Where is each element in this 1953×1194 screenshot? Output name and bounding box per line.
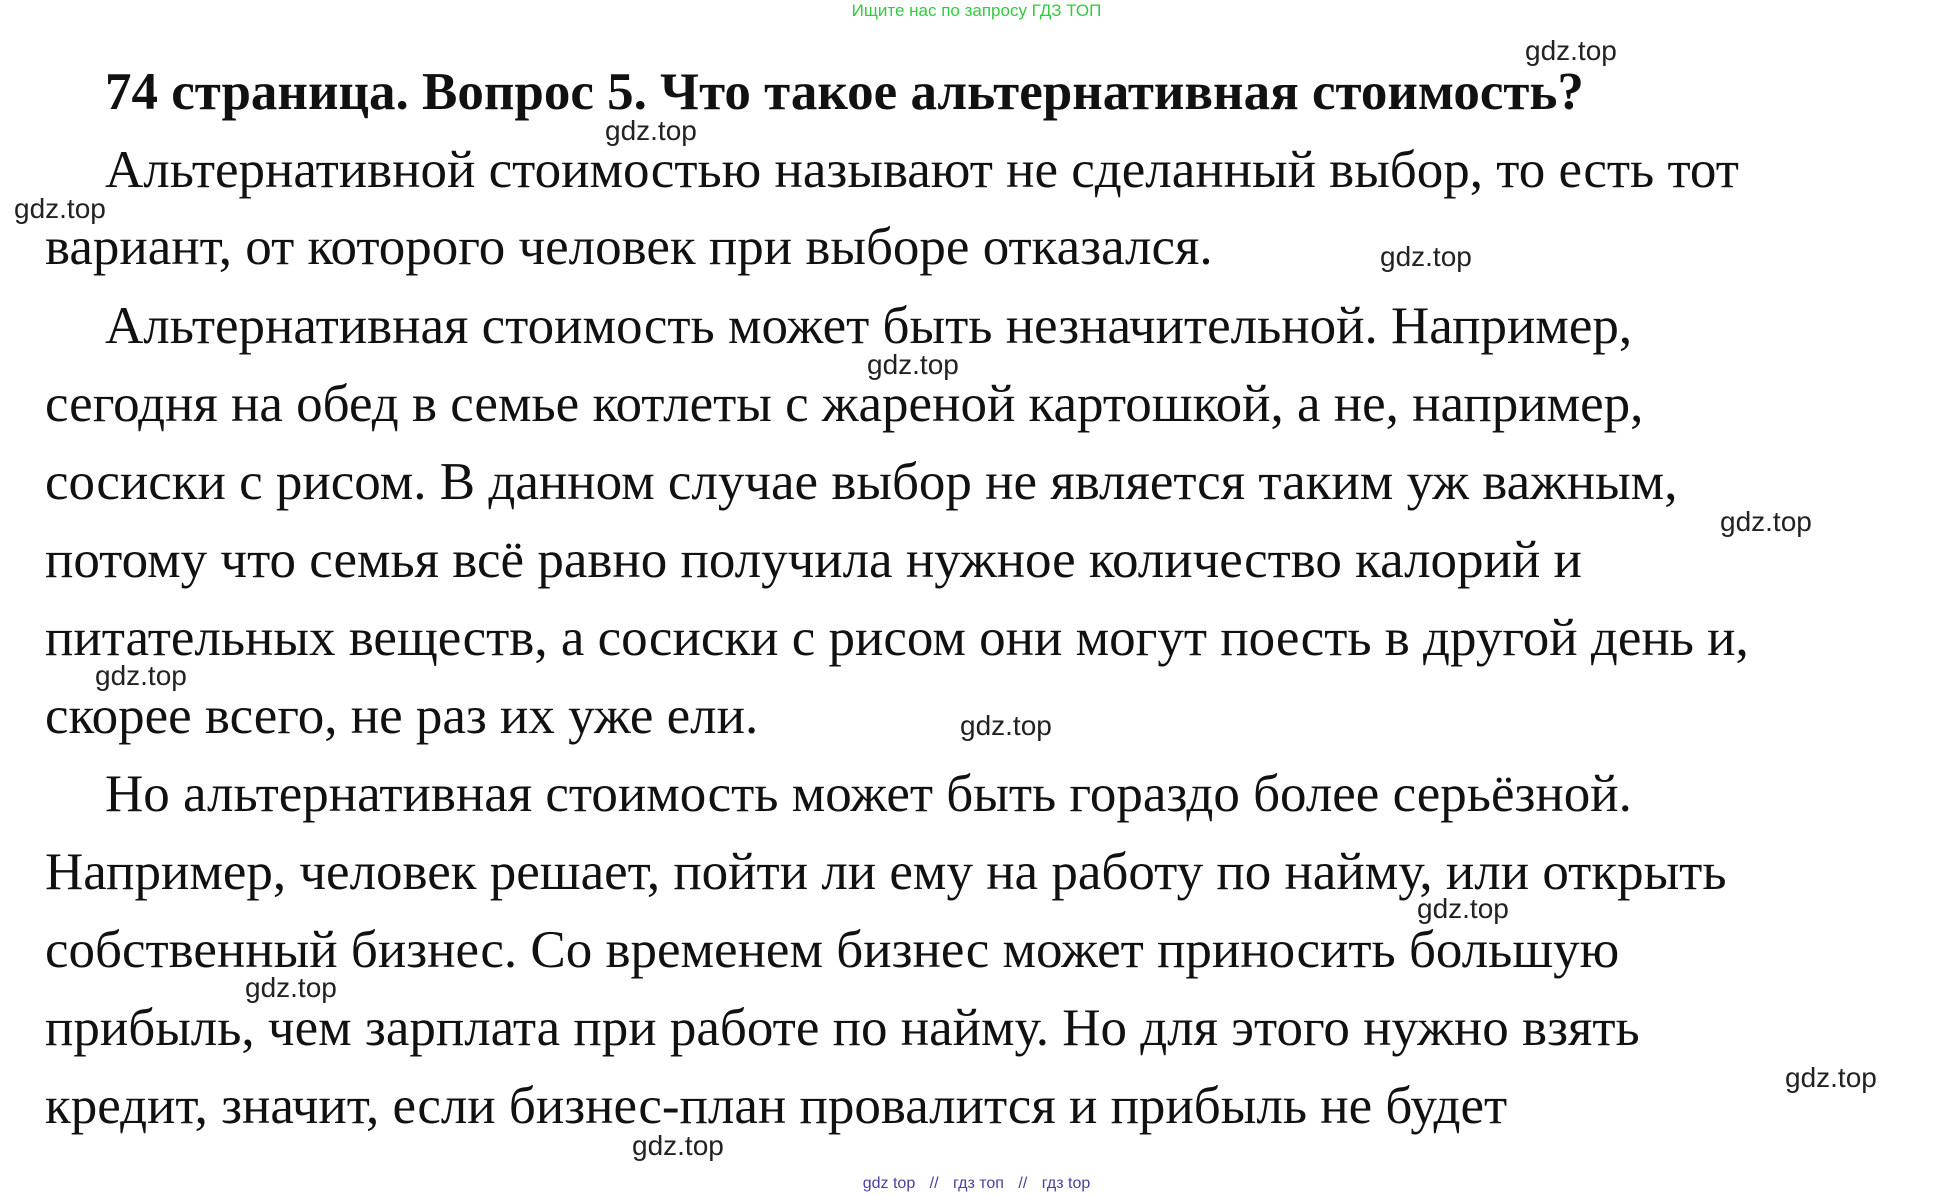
watermark: gdz.top [1785,1062,1877,1093]
text-line: сосиски с рисом. В данном случае выбор не является таким уж важным, [45,453,1678,511]
watermark: gdz.top [605,115,697,146]
text-line: кредит, значит, если бизнес-план провалится и прибыль не будет [45,1077,1508,1135]
watermark: gdz.top [1525,35,1617,66]
text-line: Но альтернативная стоимость может быть гораздо более серьёзной. [105,765,1632,823]
text-line: вариант, от которого человек при выборе отказался. [45,218,1213,276]
watermark: gdz.top [632,1130,724,1161]
footer-separator: // [1018,1175,1028,1192]
watermark: gdz.top [867,349,959,380]
watermark: gdz.top [960,710,1052,741]
footer-separator: // [929,1175,939,1192]
text-line: собственный бизнес. Со временем бизнес может приносить большую [45,921,1620,979]
top-banner: Ищите нас по запросу ГДЗ ТОП [851,1,1102,20]
text-line: Например, человек решает, пойти ли ему на работу по найму, или открыть [45,843,1727,901]
footer-links [0,1174,1953,1194]
watermark: gdz.top [1720,506,1812,537]
footer-link[interactable]: гдз топ [953,1175,1004,1192]
watermark: gdz.top [14,193,106,224]
text-line: Альтернативной стоимостью называют не сделанный выбор, то есть тот [105,141,1739,199]
text-line: скорее всего, не раз их уже ели. [45,687,759,745]
text-line: Альтернативная стоимость может быть незначительной. Например, [105,297,1633,355]
footer-link[interactable]: gdz top [862,1175,916,1192]
question-title: 74 страница. Вопрос 5. Что такое альтернативная стоимость? [105,63,1584,121]
text-line: сегодня на обед в семье котлеты с жареной картошкой, а не, например, [45,375,1644,433]
watermark: gdz.top [95,660,187,691]
text-line: питательных веществ, а сосиски с рисом они могут поесть в другой день и, [45,609,1749,667]
footer-link[interactable]: гдз top [1041,1175,1091,1192]
watermark: gdz.top [245,972,337,1003]
text-line: прибыль, чем зарплата при работе по найму. Но для этого нужно взять [45,999,1640,1057]
text-line: потому что семья всё равно получила нужное количество калорий и [45,531,1582,589]
watermark: gdz.top [1380,241,1472,272]
watermark: gdz.top [1417,893,1509,924]
